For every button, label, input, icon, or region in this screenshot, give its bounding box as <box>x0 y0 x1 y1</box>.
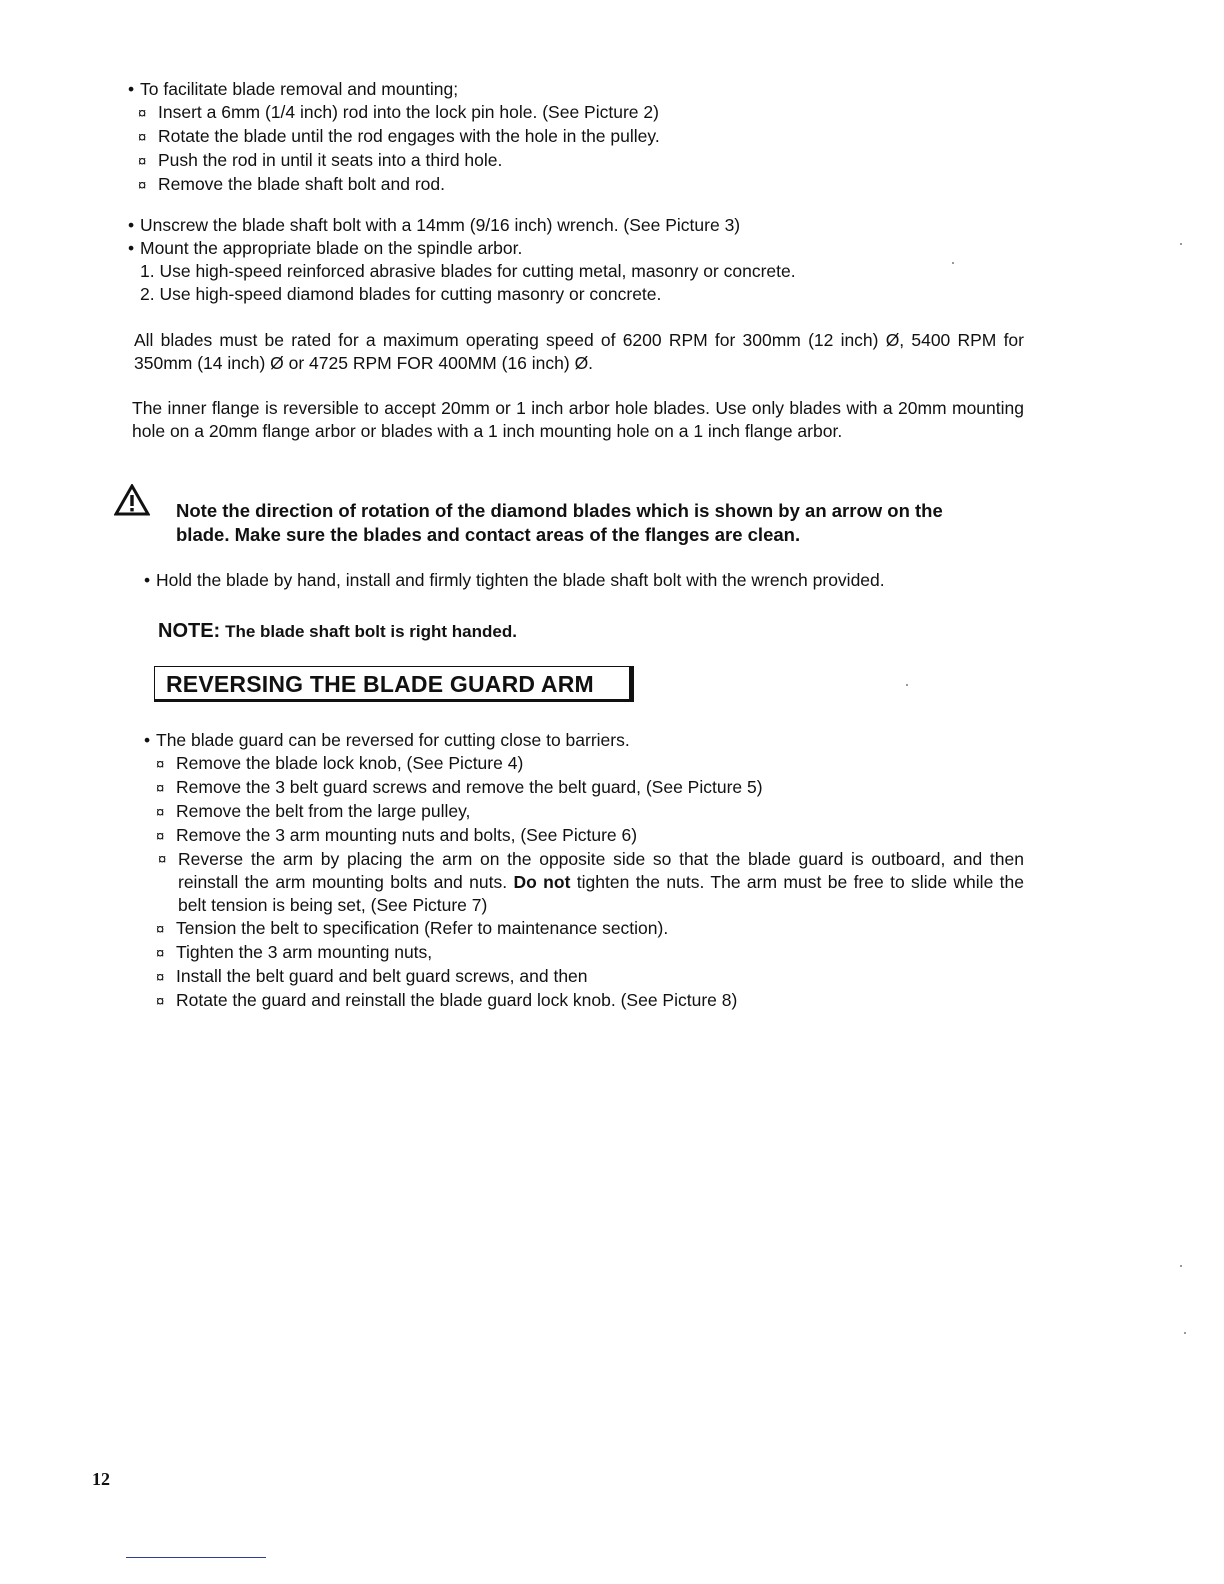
flange-paragraph: The inner flange is reversible to accept 20mm or 1 inch arbor hole blades. Use only blades with a 20mm mounting hole on a 20mm flange arbor or blades with a 1 inch mounting hole on a 1 inch flange arbor. <box>132 398 1024 441</box>
blade-mount-section <box>128 214 796 306</box>
rating-paragraph: All blades must be rated for a maximum operating speed of 6200 RPM for 300mm (12 inch) Ø, 5400 RPM for 350mm (14 inch) Ø or 4725 RPM FOR 400MM (16 inch) Ø. <box>134 330 1024 373</box>
scan-speck <box>1180 243 1182 245</box>
list-item: ¤ Tighten the 3 arm mounting nuts, <box>156 942 433 962</box>
section-heading: REVERSING THE BLADE GUARD ARM <box>154 666 634 702</box>
list-item: ¤ Reverse the arm by placing the arm on the opposite side so that the blade guard is outboard, and then reinstall the arm mounting bolts and nuts. Do not tighten the nuts. The arm must be free to slide while the belt tension is being set, (See Picture 7) <box>158 849 1025 915</box>
scan-speck <box>952 262 954 264</box>
reversing-section <box>144 729 1024 1013</box>
list-item: ¤ Remove the blade lock knob, (See Picture 4) <box>156 753 524 773</box>
mounting-section <box>128 78 660 197</box>
hold-instruction: • Hold the blade by hand, install and firmly tighten the blade shaft bolt with the wrench provided. <box>144 570 885 590</box>
list-item: ¤ Remove the 3 arm mounting nuts and bolts, (See Picture 6) <box>156 825 638 845</box>
mounting-intro: • To facilitate blade removal and mounting; <box>128 79 459 99</box>
scan-speck <box>1184 1332 1186 1334</box>
warning-text: Note the direction of rotation of the diamond blades which is shown by an arrow on the blade. Make sure the blades and contact areas of the flanges are clean. <box>176 500 943 545</box>
note <box>158 620 517 643</box>
scan-speck <box>1180 1265 1182 1267</box>
numbered-item: 2. Use high-speed diamond blades for cutting masonry or concrete. <box>140 284 662 304</box>
list-item: ¤ Rotate the guard and reinstall the blade guard lock knob. (See Picture 8) <box>156 990 738 1010</box>
list-item: ¤ Remove the blade shaft bolt and rod. <box>138 174 445 194</box>
page-number: 12 <box>92 1469 110 1489</box>
list-item: ¤ Tension the belt to specification (Refer to maintenance section). <box>156 918 669 938</box>
list-item: ¤ Install the belt guard and belt guard screws, and then <box>156 966 588 986</box>
list-item: • Mount the appropriate blade on the spindle arbor. <box>128 238 523 258</box>
footer-rule <box>126 1557 266 1558</box>
list-item: ¤ Rotate the blade until the rod engages with the hole in the pulley. <box>138 126 660 146</box>
list-item: ¤ Insert a 6mm (1/4 inch) rod into the lock pin hole. (See Picture 2) <box>138 102 659 122</box>
note-text: The blade shaft bolt is right handed. <box>225 622 517 641</box>
list-item: ¤ Push the rod in until it seats into a third hole. <box>138 150 503 170</box>
list-item: ¤ Remove the belt from the large pulley, <box>156 801 471 821</box>
warning-triangle-icon <box>114 484 150 522</box>
list-item: • Unscrew the blade shaft bolt with a 14mm (9/16 inch) wrench. (See Picture 3) <box>128 215 741 235</box>
note-label: NOTE: <box>158 620 221 642</box>
list-item: ¤ Remove the 3 belt guard screws and remove the belt guard, (See Picture 5) <box>156 777 763 797</box>
reversing-intro: • The blade guard can be reversed for cutting close to barriers. <box>144 730 630 750</box>
scan-speck <box>906 684 908 686</box>
numbered-item: 1. Use high-speed reinforced abrasive blades for cutting metal, masonry or concrete. <box>140 261 796 281</box>
